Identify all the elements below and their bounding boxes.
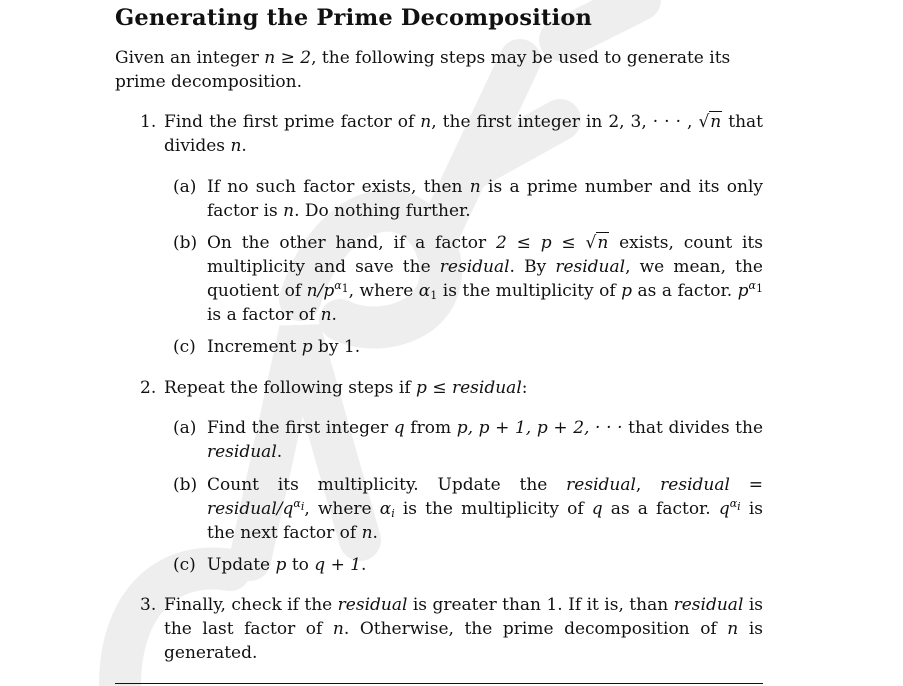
step-1b-label: (b): [173, 233, 198, 253]
intro-paragraph: Given an integer n ≥ 2, the following steps may be used to generate its prime decomposition.: [115, 48, 731, 92]
step-1a: [173, 175, 763, 223]
step-2-label: 2.: [140, 378, 157, 398]
step-2c-text: Update p to q + 1.: [207, 555, 367, 575]
step-2b-text: Count its multiplicity. Update the residual, residual = residual/$q^{\alpha_i}$, where $\alpha_i$ is the multiplicity of q as a factor. $q^{\alpha_i}$ is the next factor of n.: [207, 475, 763, 543]
page-title: Generating the Prime Decomposition: [115, 5, 593, 31]
step-1c-label: (c): [173, 337, 196, 357]
step-2a: [173, 416, 763, 464]
step-2b-label: (b): [173, 475, 198, 495]
step-1c: [173, 335, 763, 359]
step-1a-text: If no such factor exists, then n is a prime number and its only factor is n. Do nothing further.: [207, 177, 763, 221]
step-2c-label: (c): [173, 555, 196, 575]
bottom-rule: [115, 683, 763, 684]
step-1-label: 1.: [140, 112, 157, 132]
step-2-text: Repeat the following steps if p ≤ residual:: [164, 378, 528, 398]
step-2a-text: Find the first integer q from p, p + 1, p + 2, · · · that divides the residual.: [207, 418, 764, 462]
step-1: [140, 110, 763, 158]
step-2a-label: (a): [173, 418, 197, 438]
step-3-text: Finally, check if the residual is greater than 1. If it is, than residual is the last factor of n. Otherwise, the prime decomposition of n is generated.: [164, 595, 763, 663]
step-2: [140, 376, 763, 400]
step-3: [140, 593, 763, 665]
step-1b-text: On the other hand, if a factor 2 ≤ p ≤ √n exists, count its multiplicity and save the residual. By residual, we mean, the quotient of $n/p^{\alpha_1}$, where $\alpha_1$ is the multiplicity of p as a factor. $p^{\alpha_1}$ is a factor of n.: [207, 233, 763, 325]
step-1a-label: (a): [173, 177, 197, 197]
step-2b: [173, 473, 763, 545]
step-2c: [173, 553, 763, 577]
step-1b: [173, 231, 763, 327]
step-3-label: 3.: [140, 595, 157, 615]
step-1-text: Find the first prime factor of n, the first integer in 2, 3, · · · , √n that divides n.: [164, 112, 763, 156]
step-1c-text: Increment p by 1.: [207, 337, 361, 357]
